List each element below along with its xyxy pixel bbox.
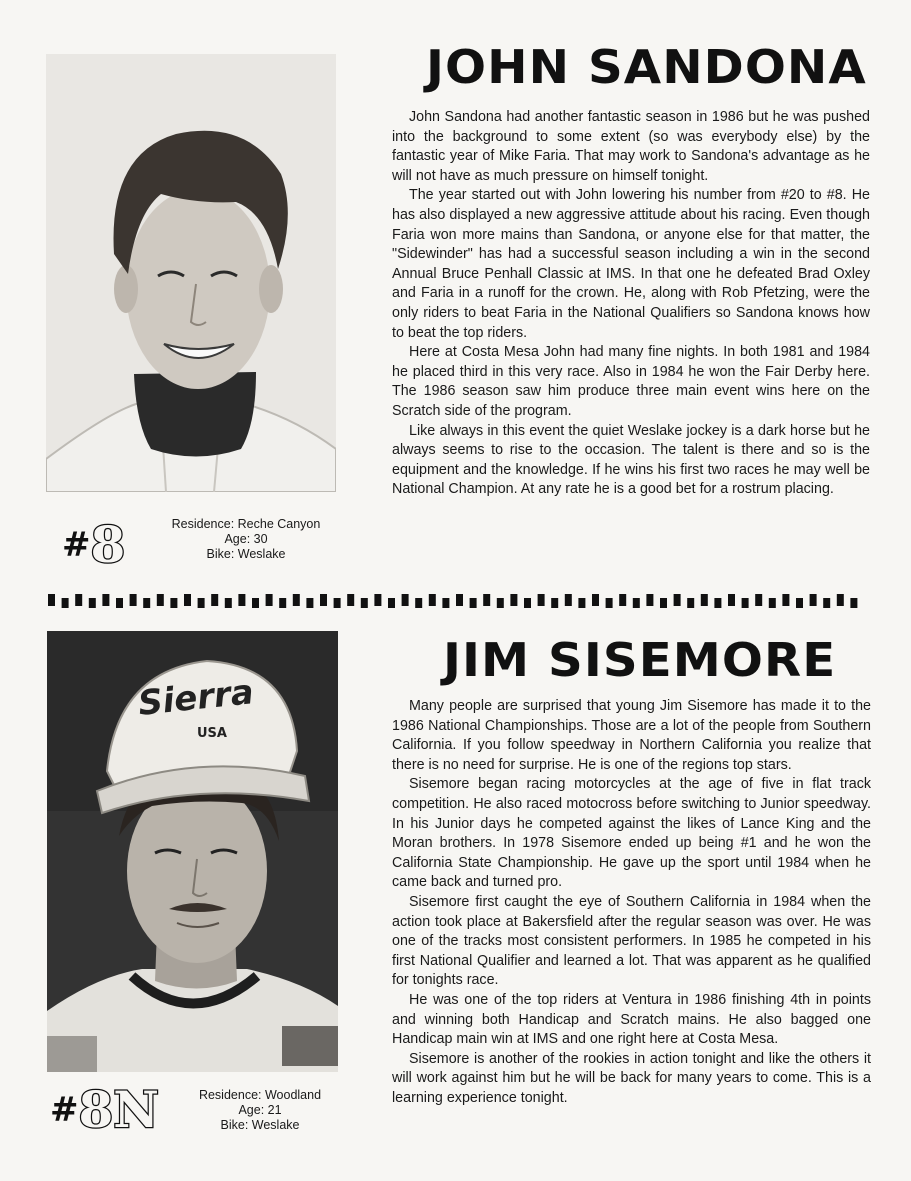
bio-paragraph: Sisemore is another of the rookies in action tonight and like the others it will work against him but he will be back for many years to come. This is a learning experience tonight. — [392, 1050, 871, 1106]
checker-block — [429, 594, 436, 606]
checker-block — [796, 598, 803, 608]
age-text: Age: 30 — [224, 532, 268, 546]
bio-paragraph: Sisemore first caught the eye of Southern California in 1984 when the action took place at Bakersfield after the regular season was over. He was one of the tracks most consistent performers. In 1985 he competed in his first National Qualifier and learned a lot. That was apparent as he qualified for tonights race. — [392, 893, 871, 989]
bio-paragraph: John Sandona had another fantastic season in 1986 but he was pushed into the background to some extent (so was everybody else) by the fantastic year of Mike Faria. That may work to Sandona's advantage as he will not have as much pressure on himself tonight. — [392, 109, 870, 184]
checker-block — [442, 598, 449, 608]
rider-bio-sandona — [392, 108, 870, 500]
checker-block — [293, 594, 300, 606]
number-value: 8 — [90, 515, 126, 574]
rider-stats-sisemore — [172, 1088, 348, 1133]
checker-block — [551, 598, 558, 608]
checker-block — [198, 598, 205, 608]
cap-logo-text: Sierra — [136, 672, 256, 724]
rider-number-sandona — [62, 515, 126, 574]
checker-block — [279, 598, 286, 608]
checker-block — [810, 594, 817, 606]
checker-block — [130, 594, 137, 606]
checker-block — [497, 598, 504, 608]
checker-block — [578, 598, 585, 608]
checker-block — [320, 594, 327, 606]
checker-block — [660, 598, 667, 608]
bio-paragraph: He was one of the top riders at Ventura in 1986 finishing 4th in points and winning both Handicap and Scratch mains. He also bagged one Handicap main win at IMS and one right here at Costa Mesa. — [392, 991, 871, 1048]
checker-block — [170, 598, 177, 608]
checker-block — [456, 594, 463, 606]
rider-bio-sisemore — [392, 697, 871, 1108]
checker-block — [592, 594, 599, 606]
bike-text: Bike: Weslake — [220, 1118, 300, 1132]
checker-block — [538, 594, 545, 606]
checker-block — [606, 598, 613, 608]
checker-block — [184, 594, 191, 606]
checker-block — [252, 598, 259, 608]
checker-block — [619, 594, 626, 606]
checker-block — [674, 594, 681, 606]
bio-paragraph: Like always in this event the quiet Weslake jockey is a dark horse but he always seems to rise to the occasion. The talent is there and so is the equipment and the knowledge. If he wins his first two races he may well be National Champion. At any rate he is a good bet for a rostrum placing. — [392, 422, 870, 498]
checker-block — [782, 594, 789, 606]
checker-block — [238, 594, 245, 606]
rider-number-sisemore — [50, 1080, 159, 1139]
checker-block — [470, 598, 477, 608]
checker-block — [116, 598, 123, 608]
checker-block — [102, 594, 109, 606]
bio-paragraph: Here at Costa Mesa John had many fine nights. In both 1981 and 1984 he placed third in this very race. Also in 1984 he won the Fair Derby here. The 1986 season saw him produce three main event wins here on the Scratch side of the program. — [392, 344, 870, 419]
checker-block — [157, 594, 164, 606]
portrait-illustration — [47, 631, 338, 1072]
bike-text: Bike: Weslake — [206, 547, 286, 561]
residence-text: Residence: Reche Canyon — [171, 517, 321, 531]
portrait-illustration — [46, 54, 336, 492]
checker-block — [687, 598, 694, 608]
rider-name-sandona: JOHN SANDONA — [426, 40, 867, 94]
checker-block — [728, 594, 735, 606]
checker-block — [143, 598, 150, 608]
checker-block — [646, 594, 653, 606]
checker-block — [714, 598, 721, 608]
checker-block — [62, 598, 69, 608]
checker-block — [89, 598, 96, 608]
rider-stats-sandona — [158, 517, 334, 562]
bio-paragraph: Sisemore began racing motorcycles at the age of five in flat track competition. He also raced motocross before switching to Junior speedway. In his Junior days he competed against the likes of Lance King and the Moran brothers. In 1978 Sisemore ended up being #1 and he won the California State Championship. He gave up the sport until 1984 when he came back and turned pro. — [392, 776, 871, 891]
checker-block — [415, 598, 422, 608]
checker-block — [837, 594, 844, 606]
checker-block — [211, 594, 218, 606]
bio-paragraph: The year started out with John lowering his number from #20 to #8. He has also displayed a new aggressive attitude about his racing. Even though Faria won more mains than Sandona, or anyone else for that matter, the "Sidewinder" has had a successful season including a win in the second Annual Bruce Penhall Classic at IMS. In that one he defeated Brad Oxley and Faria in a runoff for the crown. He, along with Rob Pfetzing, were the only riders to beat Faria in the National Qualifiers so Sandona knows how to beat the top riders. — [392, 187, 870, 341]
checker-block — [48, 594, 55, 606]
cap-logo-subtext: USA — [197, 726, 227, 741]
checker-block — [334, 598, 341, 608]
checker-block — [510, 594, 517, 606]
checker-block — [755, 594, 762, 606]
checker-block — [347, 594, 354, 606]
checker-block — [75, 594, 82, 606]
checker-block — [225, 598, 232, 608]
checker-block — [266, 594, 273, 606]
checker-block — [565, 594, 572, 606]
rider-name-sisemore: JIM SISEMORE — [443, 633, 837, 687]
checker-block — [524, 598, 531, 608]
checkered-divider — [48, 590, 864, 614]
residence-text: Residence: Woodland — [198, 1088, 322, 1102]
checker-block — [823, 598, 830, 608]
number-prefix: # — [50, 1090, 79, 1130]
rider-photo-sisemore — [47, 631, 338, 1072]
bio-paragraph: Many people are surprised that young Jim Sisemore has made it to the 1986 National Championships. Those are a lot of the people from Southern California. If you follow speedway in Northern California you realize that there is no need for surprise. He is one of the regions top stars. — [392, 698, 871, 773]
checker-block — [388, 598, 395, 608]
checker-block — [769, 598, 776, 608]
checker-block — [402, 594, 409, 606]
checker-block — [701, 594, 708, 606]
number-value: 8N — [78, 1080, 159, 1139]
checker-block — [633, 598, 640, 608]
checker-block — [374, 594, 381, 606]
age-text: Age: 21 — [238, 1103, 282, 1117]
checker-block — [306, 598, 313, 608]
checker-block — [742, 598, 749, 608]
number-prefix: # — [62, 525, 91, 565]
checker-block — [850, 598, 857, 608]
checker-block — [483, 594, 490, 606]
rider-photo-sandona — [46, 54, 336, 492]
checker-block — [361, 598, 368, 608]
